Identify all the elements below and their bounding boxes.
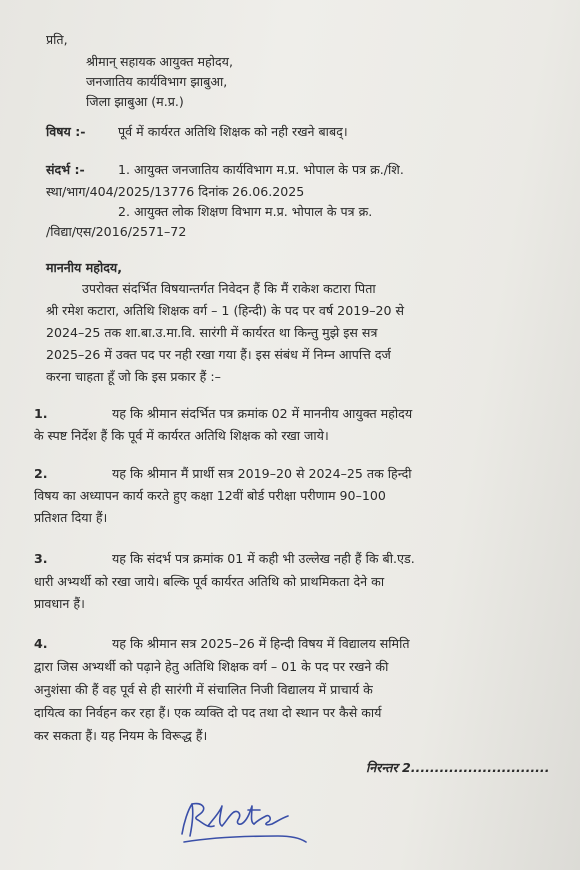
point-number: 4. [34,636,48,651]
reference-1-line-2: स्था/भाग/404/2025/13776 दिनांक 26.06.2025 [46,184,305,199]
salutation: माननीय महोदय, [46,260,122,275]
point-line: दायित्व का निर्वहन कर रहा हैं। एक व्यक्ति दो पद तथा दो स्थान पर कैसे कार्य [34,705,382,720]
continued-marker: निरन्तर 2............................. [366,760,550,775]
point-number: 3. [34,551,48,566]
reference-label: संदर्भ :- [46,162,85,177]
intro-line: करना चाहता हूँ जो कि इस प्रकार हैं :– [46,369,221,384]
point-line: यह कि श्रीमान सत्र 2025–26 में हिन्दी विषय में विद्यालय समिति [112,636,410,651]
point-line: अनुशंसा की हैं वह पूर्व से ही सारंगी में संचालित निजी विद्यालय में प्राचार्य के [34,682,373,697]
subject-text: पूर्व में कार्यरत अतिथि शिक्षक को नही रखने बाबद्। [118,124,348,139]
handwritten-signature [178,792,328,852]
intro-line: श्री रमेश कटारा, अतिथि शिक्षक वर्ग – 1 (हिन्दी) के पद पर वर्ष 2019–20 से [46,303,405,318]
point-line: के स्पष्ट निर्देश हैं कि पूर्व में कार्यरत अतिथि शिक्षक को रखा जाये। [34,428,329,443]
addressee-prati: प्रति, [46,32,68,47]
addressee-line-3: जिला झाबुआ (म.प्र.) [86,94,184,109]
intro-line: 2024–25 तक शा.बा.उ.मा.वि. सारंगी में कार्यरत था किन्तु मुझे इस सत्र [46,325,378,340]
reference-2-line-1: 2. आयुक्त लोक शिक्षण विभाग म.प्र. भोपाल के पत्र क्र. [118,204,373,219]
point-number: 2. [34,466,48,481]
reference-2-line-2: /विद्या/एस/2016/2571–72 [46,224,187,239]
subject-label: विषय :- [46,124,86,139]
reference-1-line-1: 1. आयुक्त जनजातिय कार्यविभाग म.प्र. भोपाल के पत्र क्र./शि. [118,162,404,177]
intro-line: 2025–26 में उक्त पद पर नही रखा गया हैं। इस संबंध में निम्न आपत्ति दर्ज [46,347,391,362]
point-line: कर सकता हैं। यह नियम के विरूद्ध हैं। [34,728,208,743]
point-line: धारी अभ्यर्थी को रखा जाये। बल्कि पूर्व कार्यरत अतिथि को प्राथमिकता देने का [34,574,385,589]
point-line: द्वारा जिस अभ्यर्थी को पढ़ाने हेतु अतिथि शिक्षक वर्ग – 01 के पद पर रखने की [34,659,389,674]
addressee-line-2: जनजातिय कार्यविभाग झाबुआ, [86,74,228,89]
point-line: प्रतिशत दिया हैं। [34,510,108,525]
point-line: विषय का अध्यापन कार्य करते हुए कक्षा 12वीं बोर्ड परीक्षा परीणाम 90–100 [34,488,386,503]
point-line: प्रावधान हैं। [34,596,85,611]
point-number: 1. [34,406,48,421]
addressee-line-1: श्रीमान् सहायक आयुक्त महोदय, [86,54,233,69]
point-line: यह कि श्रीमान मैं प्रार्थी सत्र 2019–20 से 2024–25 तक हिन्दी [112,466,412,481]
point-line: यह कि संदर्भ पत्र क्रमांक 01 में कही भी उल्लेख नही हैं कि बी.एड. [112,551,415,566]
intro-line: उपरोक्त संदर्भित विषयान्तर्गत निवेदन हैं कि मैं राकेश कटारा पिता [82,281,376,296]
point-line: यह कि श्रीमान संदर्भित पत्र क्रमांक 02 में माननीय आयुक्त महोदय [112,406,413,421]
